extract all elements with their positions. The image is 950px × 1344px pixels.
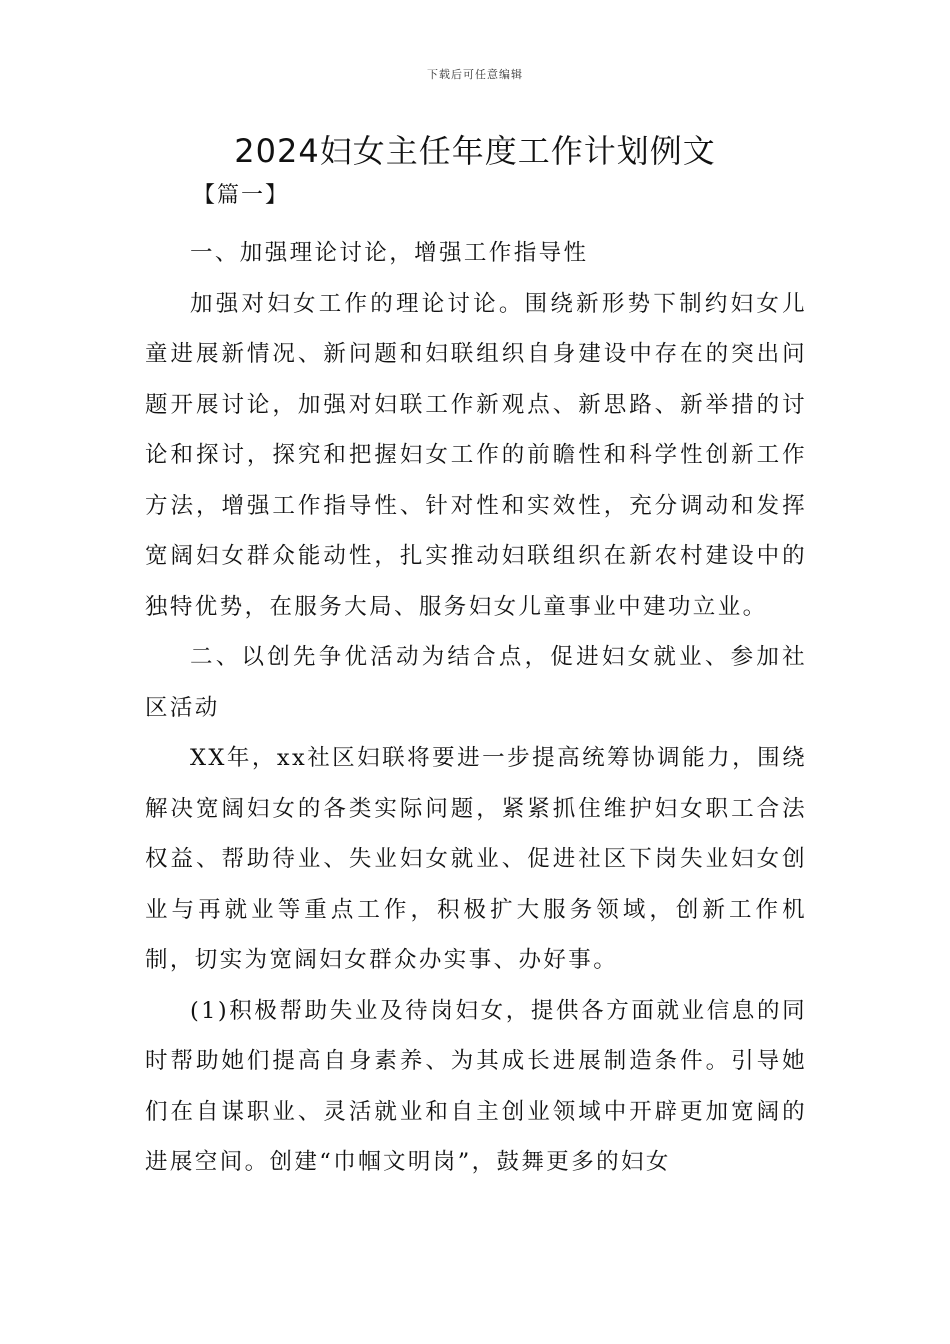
header-note: 下载后可任意编辑 <box>427 68 523 81</box>
document-title: 2024妇女主任年度工作计划例文 <box>234 132 716 170</box>
section-tag: 【篇一】 <box>193 183 290 208</box>
paragraph-heading-2: 二、以创先争优活动为结合点，促进妇女就业、参加社区活动 <box>145 644 807 721</box>
paragraph-heading-1: 一、加强理论讨论，增强工作指导性 <box>190 240 589 266</box>
body-text <box>145 228 807 1188</box>
paragraph: (1)积极帮助失业及待岗妇女，提供各方面就业信息的同时帮助她们提高自身素养、为其成长进展制造条件。引导她们在自谋职业、灵活就业和自主创业领域中开辟更加宽阔的进展空间。创建“巾帼文明岗”，鼓舞更多的妇女 <box>145 997 807 1175</box>
paragraph: 加强对妇女工作的理论讨论。围绕新形势下制约妇女儿童进展新情况、新问题和妇联组织自身建设中存在的突出问题开展讨论，加强对妇联工作新观点、新思路、新举措的讨论和探讨，探究和把握妇女工作的前瞻性和科学性创新工作方法，增强工作指导性、针对性和实效性，充分调动和发挥宽阔妇女群众能动性，扎实推动妇联组织在新农村建设中的独特优势，在服务大局、服务妇女儿童事业中建功立业。 <box>145 290 807 620</box>
paragraph: XX年，xx社区妇联将要进一步提高统筹协调能力，围绕解决宽阔妇女的各类实际问题，紧紧抓住维护妇女职工合法权益、帮助待业、失业妇女就业、促进社区下岗失业妇女创业与再就业等重点工作，积极扩大服务领域，创新工作机制，切实为宽阔妇女群众办实事、办好事。 <box>145 745 807 973</box>
